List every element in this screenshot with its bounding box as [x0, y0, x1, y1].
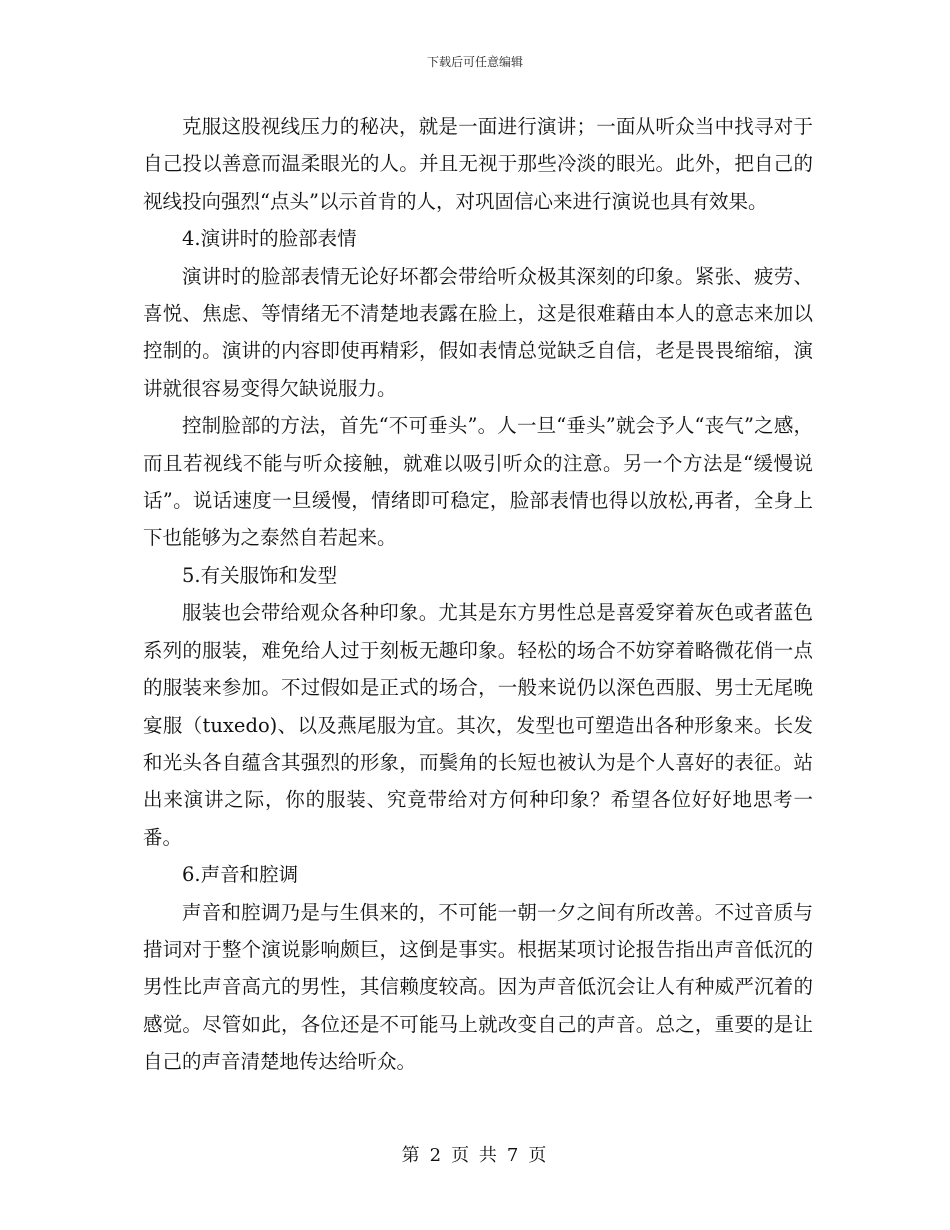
page-footer [0, 1144, 950, 1168]
section-heading-voice-tone: 6.声音和腔调 [182, 863, 299, 887]
footer-page-number: 2 [429, 1145, 444, 1166]
footer-total-pages: 7 [506, 1145, 521, 1166]
paragraph-gaze-pressure: 克服这股视线压力的秘决，就是一面进行演讲；一面从听众当中找寻对于自己投以善意而温柔眼光的人。并且无视于那些冷淡的眼光。此外，把自己的视线投向强烈“点头”以示首肯的人，对巩固信心来进行演说也具有效果。 [143, 115, 813, 213]
footer-middle: 页 共 [451, 1145, 499, 1166]
paragraph-facial-expression: 演讲时的脸部表情无论好坏都会带给听众极其深刻的印象。紧张、疲劳、喜悦、焦虑、等情绪无不清楚地表露在脸上，这是很难藉由本人的意志来加以控制的。演讲的内容即使再精彩，假如表情总觉缺乏自信，老是畏畏缩缩，演讲就很容易变得欠缺说服力。 [143, 264, 813, 400]
footer-suffix: 页 [528, 1145, 549, 1166]
paragraph-face-control: 控制脸部的方法，首先“不可垂头”。人一旦“垂头”就会予人“丧气”之感，而且若视线不能与听众接触，就难以吸引听众的注意。另一个方法是“缓慢说话”。说话速度一旦缓慢，情绪即可稳定，脸部表情也得以放松,再者，全身上下也能够为之泰然自若起来。 [143, 414, 813, 550]
page-header: 下载后可任意编辑 [426, 55, 523, 69]
footer-prefix: 第 [401, 1145, 422, 1166]
paragraph-voice-tone: 声音和腔调乃是与生俱来的，不可能一朝一夕之间有所改善。不过音质与措词对于整个演说影响颇巨，这倒是事实。根据某项讨论报告指出声音低沉的男性比声音高亢的男性，其信赖度较高。因为声音低沉会让人有种威严沉着的感觉。尽管如此，各位还是不可能马上就改变自己的声音。总之，重要的是让自己的声音清楚地传达给听众。 [143, 900, 813, 1074]
section-heading-facial-expression: 4.演讲时的脸部表情 [182, 227, 357, 251]
document-body [143, 108, 813, 1081]
section-heading-clothing-hair: 5.有关服饰和发型 [182, 563, 338, 587]
paragraph-clothing-hair: 服装也会带给观众各种印象。尤其是东方男性总是喜爱穿着灰色或者蓝色系列的服装，难免给人过于刻板无趣印象。轻松的场合不妨穿着略微花俏一点的服装来参加。不过假如是正式的场合，一般来说仍以深色西服、男士无尾晚宴服（tuxedo)、以及燕尾服为宜。其次，发型也可塑造出各种形象来。长发和光头各自蕴含其强烈的形象，而鬓角的长短也被认为是个人喜好的表征。站出来演讲之际，你的服装、究竟带给对方何种印象？希望各位好好地思考一番。 [143, 601, 813, 849]
